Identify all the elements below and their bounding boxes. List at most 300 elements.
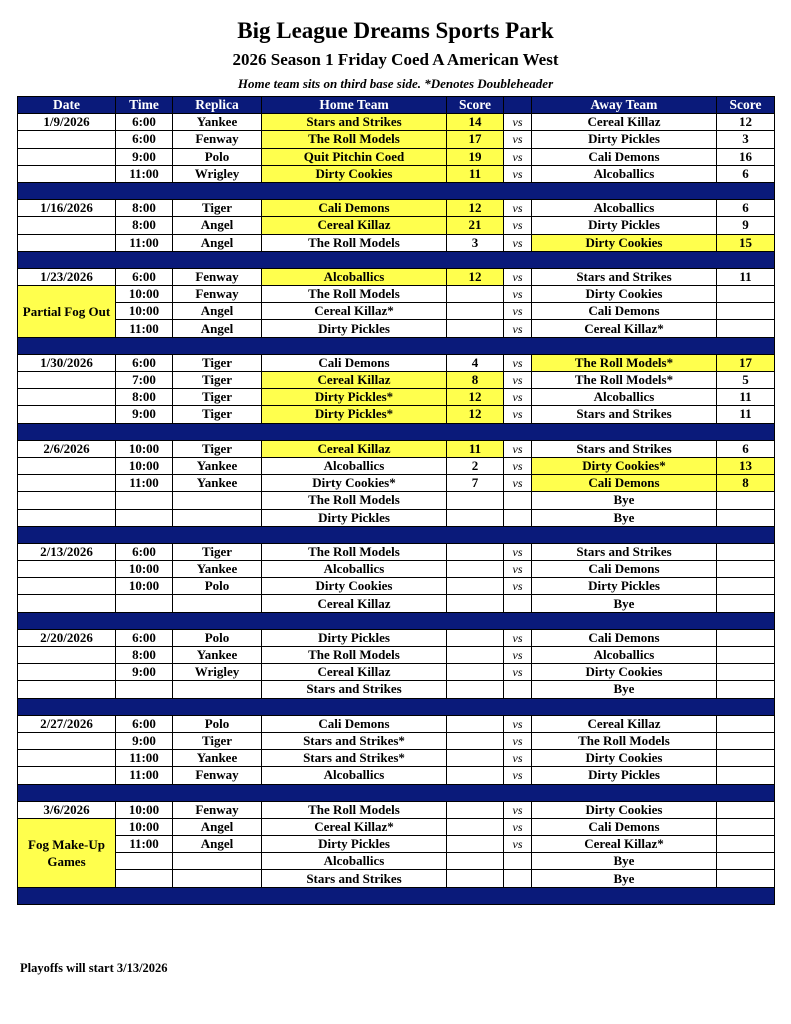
away-score: 11 bbox=[717, 406, 775, 423]
home-score bbox=[447, 595, 504, 612]
page-note: Home team sits on third base side. *Denotes Doubleheader bbox=[237, 76, 554, 91]
game-date-empty bbox=[18, 217, 116, 234]
game-replica bbox=[173, 681, 262, 698]
week-separator-bar bbox=[18, 612, 775, 629]
vs-label: vs bbox=[504, 131, 532, 148]
table-row bbox=[18, 303, 775, 320]
game-replica: Tiger bbox=[173, 389, 262, 406]
home-score bbox=[447, 561, 504, 578]
home-score bbox=[447, 320, 504, 337]
table-row bbox=[18, 715, 775, 732]
table-header-row bbox=[18, 97, 775, 114]
game-time: 10:00 bbox=[116, 801, 173, 818]
away-team: Cereal Killaz bbox=[532, 114, 717, 131]
home-score: 4 bbox=[447, 354, 504, 371]
table-row bbox=[18, 543, 775, 560]
away-score bbox=[717, 578, 775, 595]
game-replica: Angel bbox=[173, 836, 262, 853]
table-row bbox=[18, 234, 775, 251]
away-team: The Roll Models* bbox=[532, 354, 717, 371]
game-date-empty bbox=[18, 372, 116, 389]
week-separator-bar bbox=[18, 337, 775, 354]
home-team: Dirty Cookies* bbox=[262, 475, 447, 492]
week-separator bbox=[18, 526, 775, 543]
week-separator-bar bbox=[18, 182, 775, 199]
home-score bbox=[447, 578, 504, 595]
week-separator-bar bbox=[18, 423, 775, 440]
away-team: Cereal Killaz bbox=[532, 715, 717, 732]
game-replica: Tiger bbox=[173, 406, 262, 423]
week-separator bbox=[18, 251, 775, 268]
away-score bbox=[717, 870, 775, 887]
away-team: Bye bbox=[532, 595, 717, 612]
game-date-empty bbox=[18, 457, 116, 474]
game-date-empty bbox=[18, 578, 116, 595]
game-replica: Yankee bbox=[173, 114, 262, 131]
table-row bbox=[18, 732, 775, 749]
game-replica: Polo bbox=[173, 629, 262, 646]
vs-label: vs bbox=[504, 664, 532, 681]
home-team: Cereal Killaz bbox=[262, 217, 447, 234]
game-time: 7:00 bbox=[116, 372, 173, 389]
home-score bbox=[447, 732, 504, 749]
table-row bbox=[18, 853, 775, 870]
vs-label: vs bbox=[504, 114, 532, 131]
home-team: Dirty Pickles* bbox=[262, 406, 447, 423]
home-team: The Roll Models bbox=[262, 543, 447, 560]
home-score bbox=[447, 836, 504, 853]
game-replica: Tiger bbox=[173, 440, 262, 457]
game-date-empty bbox=[18, 647, 116, 664]
away-team: Cali Demons bbox=[532, 303, 717, 320]
table-row bbox=[18, 406, 775, 423]
away-team: Stars and Strikes bbox=[532, 406, 717, 423]
table-row bbox=[18, 664, 775, 681]
home-team: Cereal Killaz bbox=[262, 664, 447, 681]
vs-label: vs bbox=[504, 165, 532, 182]
vs-label: vs bbox=[504, 217, 532, 234]
away-score: 17 bbox=[717, 354, 775, 371]
table-row bbox=[18, 165, 775, 182]
table-row bbox=[18, 801, 775, 818]
table-row bbox=[18, 767, 775, 784]
home-team: Dirty Pickles bbox=[262, 509, 447, 526]
week-separator-bar bbox=[18, 698, 775, 715]
game-time: 6:00 bbox=[116, 715, 173, 732]
game-time: 10:00 bbox=[116, 286, 173, 303]
away-team: Cali Demons bbox=[532, 818, 717, 835]
vs-label: vs bbox=[504, 767, 532, 784]
game-date-empty bbox=[18, 475, 116, 492]
home-score bbox=[447, 681, 504, 698]
game-replica bbox=[173, 492, 262, 509]
home-team: Cali Demons bbox=[262, 354, 447, 371]
table-row bbox=[18, 681, 775, 698]
game-date-empty bbox=[18, 767, 116, 784]
away-score: 6 bbox=[717, 440, 775, 457]
away-team: Dirty Cookies* bbox=[532, 457, 717, 474]
game-time: 11:00 bbox=[116, 234, 173, 251]
vs-label: vs bbox=[504, 406, 532, 423]
away-score bbox=[717, 732, 775, 749]
home-score bbox=[447, 629, 504, 646]
game-date-empty bbox=[18, 595, 116, 612]
game-date-empty bbox=[18, 406, 116, 423]
home-score bbox=[447, 715, 504, 732]
away-score bbox=[717, 681, 775, 698]
away-score: 12 bbox=[717, 114, 775, 131]
away-score bbox=[717, 715, 775, 732]
game-date-empty bbox=[18, 492, 116, 509]
week-note: Partial Fog Out bbox=[18, 286, 116, 338]
home-score: 12 bbox=[447, 406, 504, 423]
week-note: Fog Make-Up Games bbox=[18, 818, 116, 887]
game-date: 2/13/2026 bbox=[18, 543, 116, 560]
week-separator-bar bbox=[18, 526, 775, 543]
away-team: Cali Demons bbox=[532, 475, 717, 492]
game-date: 2/27/2026 bbox=[18, 715, 116, 732]
home-team: Cereal Killaz* bbox=[262, 303, 447, 320]
vs-label: vs bbox=[504, 629, 532, 646]
vs-label: vs bbox=[504, 578, 532, 595]
table-row bbox=[18, 818, 775, 835]
away-score: 11 bbox=[717, 268, 775, 285]
away-score bbox=[717, 320, 775, 337]
away-score bbox=[717, 818, 775, 835]
home-team: Alcoballics bbox=[262, 853, 447, 870]
home-team: Stars and Strikes bbox=[262, 681, 447, 698]
away-score: 13 bbox=[717, 457, 775, 474]
away-team: Cali Demons bbox=[532, 629, 717, 646]
home-team: Dirty Cookies bbox=[262, 165, 447, 182]
table-row bbox=[18, 148, 775, 165]
home-score bbox=[447, 750, 504, 767]
table-row bbox=[18, 286, 775, 303]
game-time: 8:00 bbox=[116, 647, 173, 664]
week-separator bbox=[18, 423, 775, 440]
home-team: Alcoballics bbox=[262, 457, 447, 474]
away-score bbox=[717, 492, 775, 509]
week-separator bbox=[18, 612, 775, 629]
game-replica: Angel bbox=[173, 234, 262, 251]
home-team: Alcoballics bbox=[262, 268, 447, 285]
game-date-empty bbox=[18, 165, 116, 182]
away-team: Cereal Killaz* bbox=[532, 836, 717, 853]
home-team: Dirty Pickles bbox=[262, 629, 447, 646]
vs-label: vs bbox=[504, 440, 532, 457]
home-team: Quit Pitchin Coed bbox=[262, 148, 447, 165]
game-replica: Tiger bbox=[173, 354, 262, 371]
away-score bbox=[717, 561, 775, 578]
game-date: 1/16/2026 bbox=[18, 200, 116, 217]
game-replica bbox=[173, 595, 262, 612]
away-score bbox=[717, 836, 775, 853]
game-date: 1/9/2026 bbox=[18, 114, 116, 131]
home-team: Cali Demons bbox=[262, 200, 447, 217]
away-score bbox=[717, 853, 775, 870]
home-team: Dirty Cookies bbox=[262, 578, 447, 595]
away-team: Cereal Killaz* bbox=[532, 320, 717, 337]
game-time: 6:00 bbox=[116, 543, 173, 560]
home-score: 2 bbox=[447, 457, 504, 474]
home-score bbox=[447, 509, 504, 526]
home-team: Dirty Pickles bbox=[262, 836, 447, 853]
home-score: 12 bbox=[447, 268, 504, 285]
column-header-away-score: Score bbox=[717, 97, 775, 114]
away-team: Alcoballics bbox=[532, 200, 717, 217]
game-time: 11:00 bbox=[116, 165, 173, 182]
away-team: The Roll Models bbox=[532, 732, 717, 749]
game-date-empty bbox=[18, 561, 116, 578]
game-time: 9:00 bbox=[116, 732, 173, 749]
away-team: Bye bbox=[532, 853, 717, 870]
away-team: Alcoballics bbox=[532, 165, 717, 182]
home-score bbox=[447, 286, 504, 303]
home-team: The Roll Models bbox=[262, 647, 447, 664]
game-time: 6:00 bbox=[116, 354, 173, 371]
game-time: 11:00 bbox=[116, 320, 173, 337]
home-score bbox=[447, 801, 504, 818]
table-row bbox=[18, 475, 775, 492]
home-score: 11 bbox=[447, 165, 504, 182]
table-row bbox=[18, 647, 775, 664]
table-row bbox=[18, 114, 775, 131]
home-score: 7 bbox=[447, 475, 504, 492]
home-score bbox=[447, 853, 504, 870]
game-time: 8:00 bbox=[116, 389, 173, 406]
home-score bbox=[447, 303, 504, 320]
away-score bbox=[717, 767, 775, 784]
away-score bbox=[717, 595, 775, 612]
vs-label: vs bbox=[504, 732, 532, 749]
game-date: 2/6/2026 bbox=[18, 440, 116, 457]
footer-note: Playoffs will start 3/13/2026 bbox=[20, 961, 168, 975]
game-date-empty bbox=[18, 148, 116, 165]
game-time: 9:00 bbox=[116, 148, 173, 165]
game-replica: Fenway bbox=[173, 131, 262, 148]
game-replica: Polo bbox=[173, 715, 262, 732]
game-replica: Polo bbox=[173, 578, 262, 595]
game-time: 11:00 bbox=[116, 767, 173, 784]
game-time: 6:00 bbox=[116, 268, 173, 285]
home-score bbox=[447, 870, 504, 887]
vs-label: vs bbox=[504, 750, 532, 767]
game-replica: Angel bbox=[173, 303, 262, 320]
home-team: Dirty Pickles* bbox=[262, 389, 447, 406]
away-team: Dirty Pickles bbox=[532, 131, 717, 148]
table-row bbox=[18, 440, 775, 457]
week-separator bbox=[18, 698, 775, 715]
game-replica: Yankee bbox=[173, 647, 262, 664]
week-separator bbox=[18, 182, 775, 199]
away-team: Cali Demons bbox=[532, 148, 717, 165]
game-replica: Angel bbox=[173, 320, 262, 337]
game-replica: Angel bbox=[173, 818, 262, 835]
vs-label: vs bbox=[504, 543, 532, 560]
vs-label: vs bbox=[504, 475, 532, 492]
week-separator bbox=[18, 337, 775, 354]
game-time bbox=[116, 492, 173, 509]
home-score bbox=[447, 767, 504, 784]
home-score: 3 bbox=[447, 234, 504, 251]
week-separator-bar bbox=[18, 251, 775, 268]
game-time: 10:00 bbox=[116, 818, 173, 835]
away-team: Alcoballics bbox=[532, 389, 717, 406]
home-score: 11 bbox=[447, 440, 504, 457]
home-score: 8 bbox=[447, 372, 504, 389]
away-team: Bye bbox=[532, 681, 717, 698]
away-team: Stars and Strikes bbox=[532, 440, 717, 457]
away-team: Dirty Pickles bbox=[532, 217, 717, 234]
game-time: 6:00 bbox=[116, 131, 173, 148]
away-score bbox=[717, 303, 775, 320]
column-header-time: Time bbox=[116, 97, 173, 114]
game-replica bbox=[173, 870, 262, 887]
game-replica: Fenway bbox=[173, 801, 262, 818]
game-date-empty bbox=[18, 664, 116, 681]
vs-label: vs bbox=[504, 647, 532, 664]
week-separator bbox=[18, 887, 775, 904]
home-team: Dirty Pickles bbox=[262, 320, 447, 337]
away-team: Alcoballics bbox=[532, 647, 717, 664]
game-replica: Tiger bbox=[173, 543, 262, 560]
game-replica: Fenway bbox=[173, 767, 262, 784]
away-team: Cali Demons bbox=[532, 561, 717, 578]
home-team: The Roll Models bbox=[262, 492, 447, 509]
game-time: 11:00 bbox=[116, 750, 173, 767]
vs-label: vs bbox=[504, 561, 532, 578]
vs-label: vs bbox=[504, 715, 532, 732]
column-header-replica: Replica bbox=[173, 97, 262, 114]
home-team: The Roll Models bbox=[262, 234, 447, 251]
home-team: Stars and Strikes* bbox=[262, 732, 447, 749]
game-date: 1/23/2026 bbox=[18, 268, 116, 285]
game-replica: Fenway bbox=[173, 268, 262, 285]
away-score: 6 bbox=[717, 200, 775, 217]
home-team: The Roll Models bbox=[262, 286, 447, 303]
game-replica: Yankee bbox=[173, 457, 262, 474]
away-score bbox=[717, 647, 775, 664]
table-row bbox=[18, 217, 775, 234]
vs-label bbox=[504, 492, 532, 509]
game-time bbox=[116, 595, 173, 612]
game-time bbox=[116, 853, 173, 870]
game-date: 2/20/2026 bbox=[18, 629, 116, 646]
game-replica bbox=[173, 853, 262, 870]
game-time: 11:00 bbox=[116, 475, 173, 492]
vs-label bbox=[504, 509, 532, 526]
away-score bbox=[717, 286, 775, 303]
table-row bbox=[18, 836, 775, 853]
away-score bbox=[717, 509, 775, 526]
away-team: Stars and Strikes bbox=[532, 543, 717, 560]
game-date-empty bbox=[18, 732, 116, 749]
game-replica bbox=[173, 509, 262, 526]
vs-label: vs bbox=[504, 354, 532, 371]
away-team: Dirty Cookies bbox=[532, 664, 717, 681]
game-time: 10:00 bbox=[116, 440, 173, 457]
home-team: Alcoballics bbox=[262, 561, 447, 578]
table-row bbox=[18, 870, 775, 887]
home-score: 12 bbox=[447, 389, 504, 406]
game-time: 6:00 bbox=[116, 114, 173, 131]
game-replica: Tiger bbox=[173, 372, 262, 389]
home-score: 21 bbox=[447, 217, 504, 234]
table-row bbox=[18, 372, 775, 389]
table-row bbox=[18, 354, 775, 371]
home-team: The Roll Models bbox=[262, 801, 447, 818]
table-row bbox=[18, 595, 775, 612]
table-row bbox=[18, 389, 775, 406]
game-replica: Tiger bbox=[173, 200, 262, 217]
column-header-date: Date bbox=[18, 97, 116, 114]
away-team: Dirty Pickles bbox=[532, 578, 717, 595]
column-header-home-score: Score bbox=[447, 97, 504, 114]
table-row bbox=[18, 200, 775, 217]
home-team: Stars and Strikes* bbox=[262, 750, 447, 767]
game-date-empty bbox=[18, 750, 116, 767]
away-team: Dirty Cookies bbox=[532, 234, 717, 251]
game-time: 10:00 bbox=[116, 457, 173, 474]
vs-label: vs bbox=[504, 148, 532, 165]
home-score bbox=[447, 543, 504, 560]
away-score bbox=[717, 801, 775, 818]
home-team: Cereal Killaz bbox=[262, 595, 447, 612]
away-score bbox=[717, 750, 775, 767]
vs-label: vs bbox=[504, 200, 532, 217]
week-separator-bar bbox=[18, 784, 775, 801]
table-row bbox=[18, 131, 775, 148]
away-team: Bye bbox=[532, 492, 717, 509]
vs-label bbox=[504, 681, 532, 698]
vs-label: vs bbox=[504, 457, 532, 474]
away-score: 8 bbox=[717, 475, 775, 492]
game-time bbox=[116, 870, 173, 887]
week-separator-bar bbox=[18, 887, 775, 904]
week-separator bbox=[18, 784, 775, 801]
away-team: Dirty Cookies bbox=[532, 750, 717, 767]
vs-label: vs bbox=[504, 389, 532, 406]
away-score: 15 bbox=[717, 234, 775, 251]
table-row bbox=[18, 750, 775, 767]
away-team: Stars and Strikes bbox=[532, 268, 717, 285]
away-score bbox=[717, 543, 775, 560]
away-score: 6 bbox=[717, 165, 775, 182]
vs-label: vs bbox=[504, 818, 532, 835]
game-replica: Yankee bbox=[173, 475, 262, 492]
away-score: 11 bbox=[717, 389, 775, 406]
vs-label bbox=[504, 853, 532, 870]
vs-label: vs bbox=[504, 303, 532, 320]
vs-label: vs bbox=[504, 836, 532, 853]
page-subtitle: 2026 Season 1 Friday Coed A American West bbox=[232, 50, 559, 69]
game-time: 10:00 bbox=[116, 561, 173, 578]
game-time: 6:00 bbox=[116, 629, 173, 646]
away-team: Dirty Cookies bbox=[532, 286, 717, 303]
home-team: Stars and Strikes bbox=[262, 114, 447, 131]
vs-label: vs bbox=[504, 286, 532, 303]
away-score: 3 bbox=[717, 131, 775, 148]
home-team: Cereal Killaz bbox=[262, 372, 447, 389]
game-time: 8:00 bbox=[116, 200, 173, 217]
vs-label bbox=[504, 870, 532, 887]
schedule-table bbox=[17, 96, 775, 905]
page-title: Big League Dreams Sports Park bbox=[237, 18, 554, 43]
home-score bbox=[447, 664, 504, 681]
schedule-body bbox=[18, 114, 775, 905]
vs-label: vs bbox=[504, 801, 532, 818]
column-header-away-team: Away Team bbox=[532, 97, 717, 114]
